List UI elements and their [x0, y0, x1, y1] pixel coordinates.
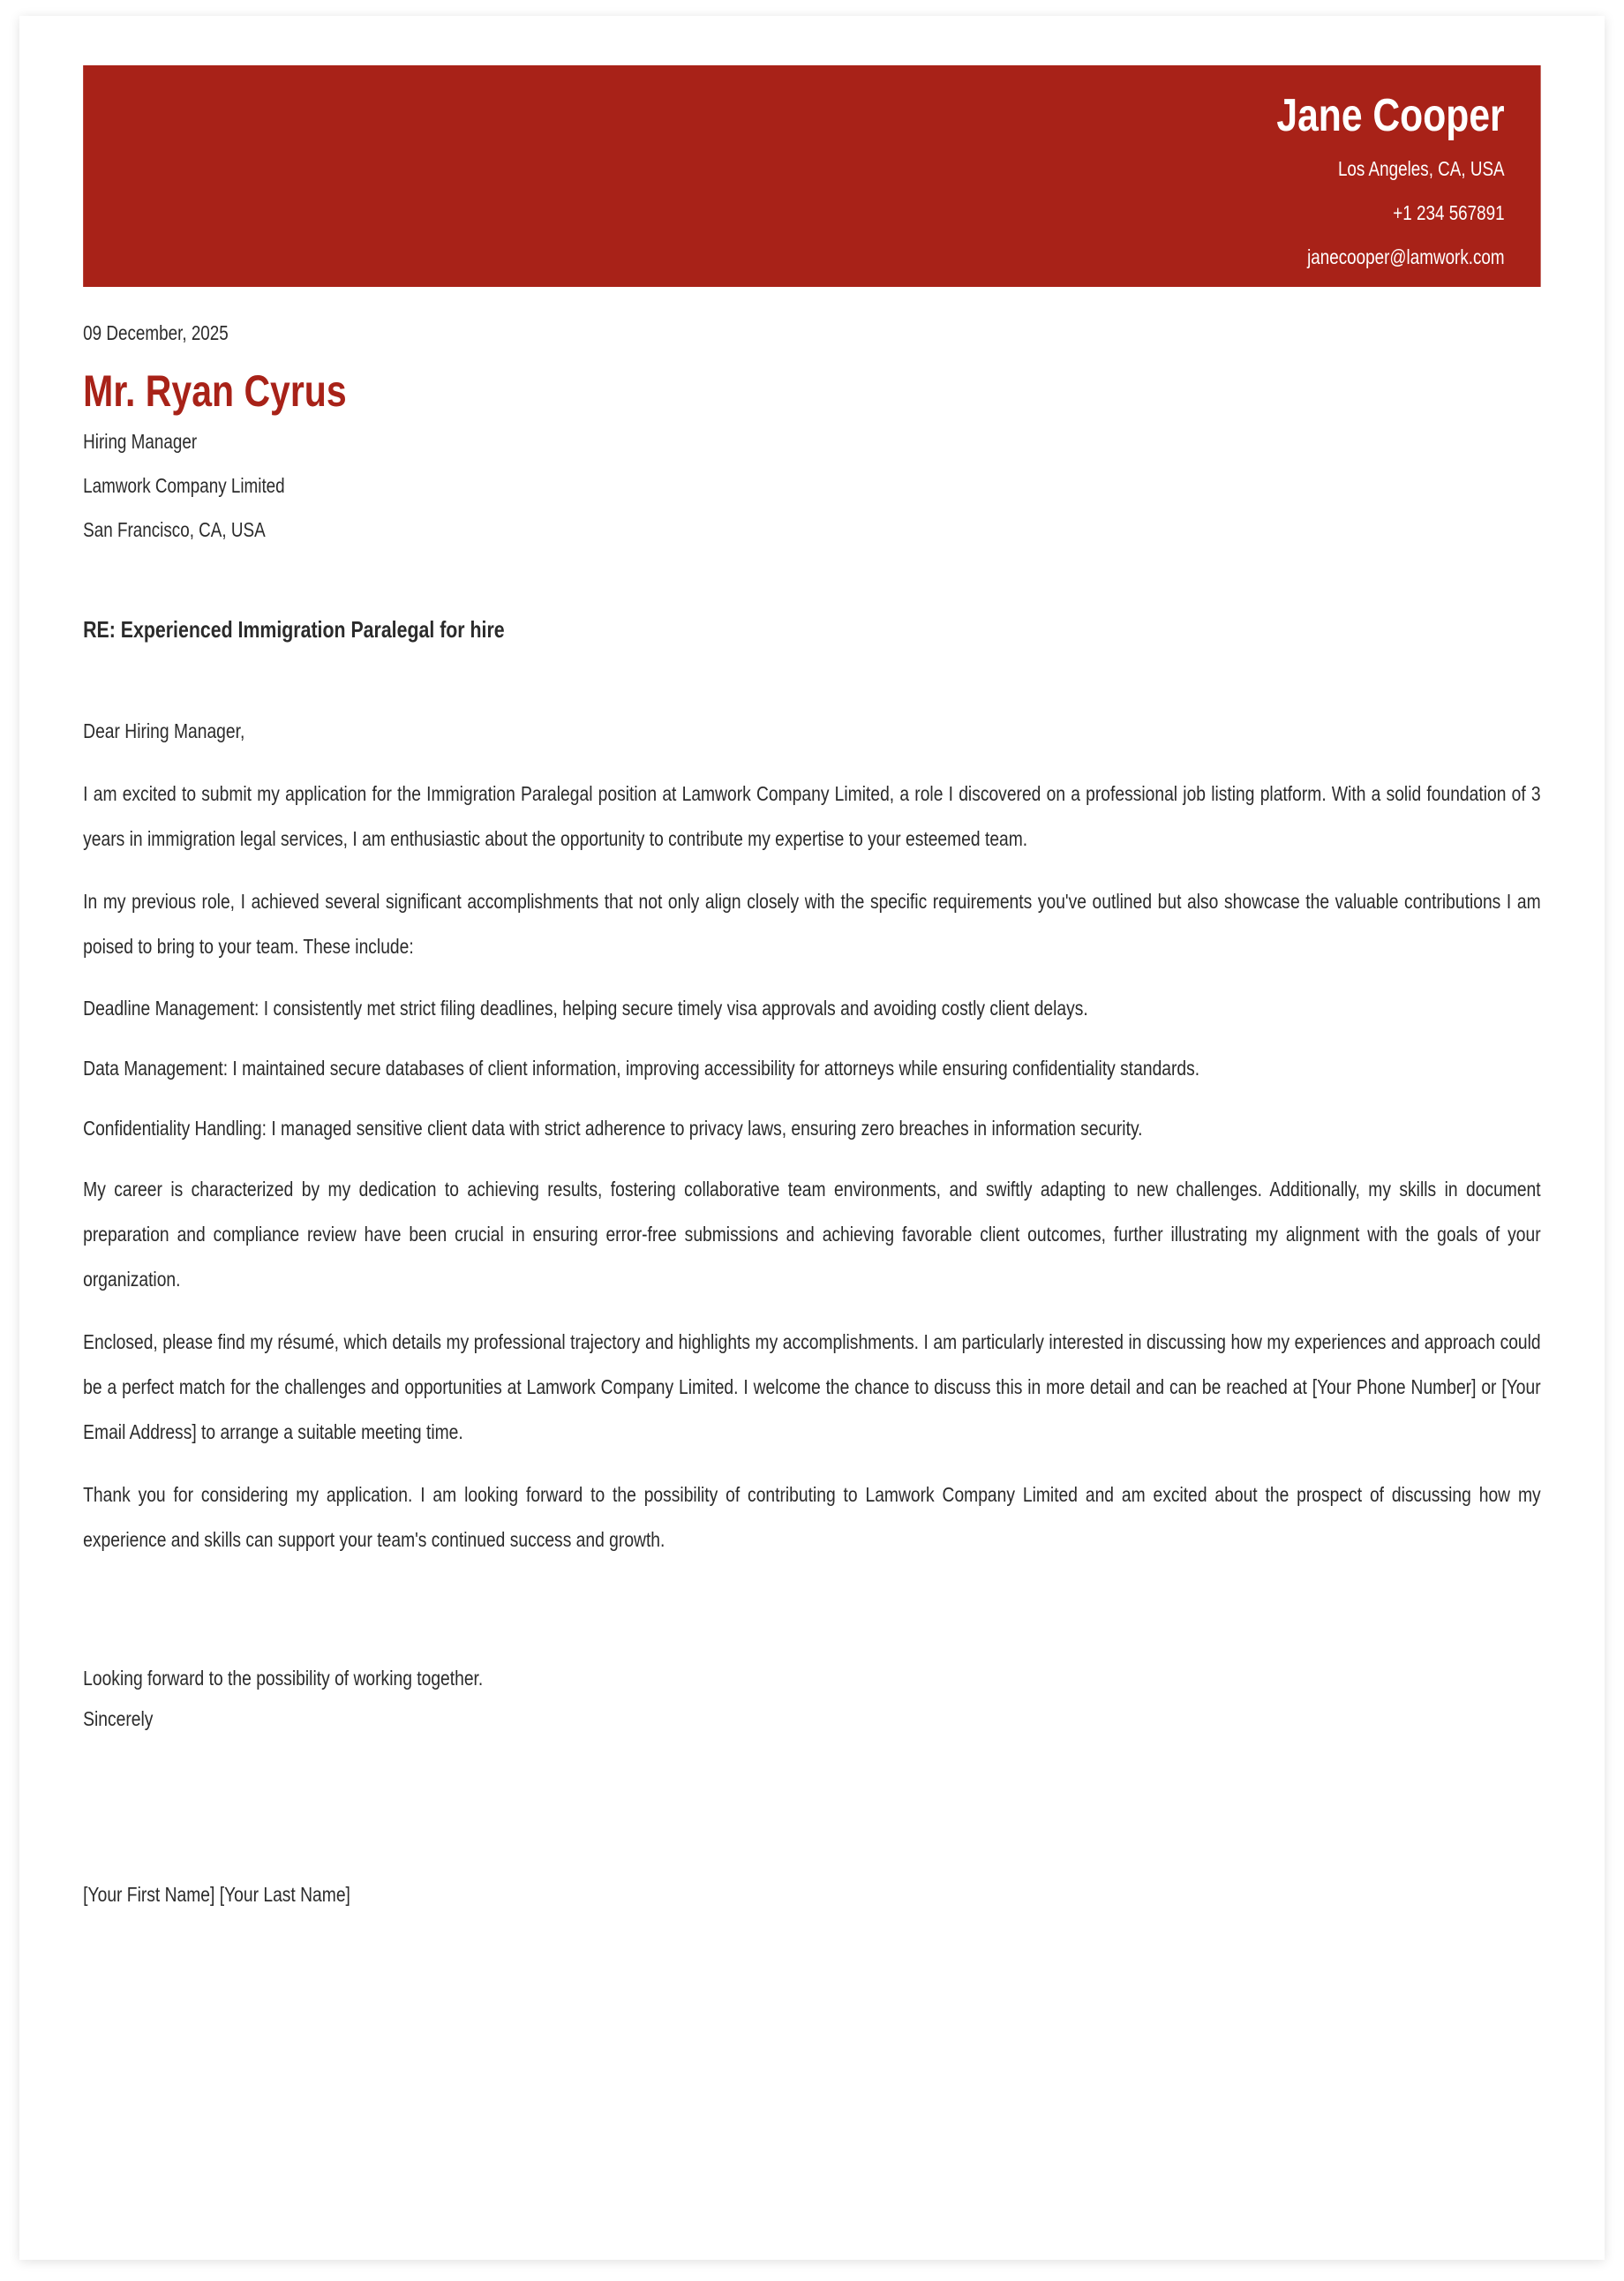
recipient-title: Hiring Manager: [83, 430, 198, 453]
accomplishment-item: Data Management: I maintained secure databases of client information, improving accessibility for attorneys while ensuring confidentiality standards.: [83, 1057, 1200, 1080]
salutation: Dear Hiring Manager,: [83, 719, 245, 742]
accomplishment-item: Deadline Management: I consistently met strict filing deadlines, helping secure timely visa approvals and avoiding costly client delays.: [83, 997, 1088, 1020]
recipient-location: San Francisco, CA, USA: [83, 518, 266, 541]
sender-phone: +1 234 567891: [1393, 201, 1505, 224]
recipient-company: Lamwork Company Limited: [83, 474, 285, 497]
letter-page: [19, 16, 1605, 2260]
accomplishment-item: Confidentiality Handling: I managed sensitive client data with strict adherence to privacy laws, ensuring zero breaches in information security.: [83, 1117, 1143, 1140]
closing: [83, 1658, 1540, 1739]
sender-email: janecooper@lamwork.com: [1307, 245, 1505, 268]
sender-name: Jane Cooper: [1276, 90, 1505, 141]
paragraph: Thank you for considering my application. I am looking forward to the possibility of contributing to Lamwork Company Limited and am excited about the prospect of discussing how my experience and skills can support your team's continued success and growth.: [83, 1483, 1541, 1551]
paragraph: I am excited to submit my application for the Immigration Paralegal position at Lamwork Company Limited, a role I discovered on a professional job listing platform. With a solid foundation of 3 years in immigration legal services, I am enthusiastic about the opportunity to contribute my expertise to your esteemed team.: [83, 782, 1541, 850]
letter-body: [83, 709, 1540, 1562]
closing-line: Looking forward to the possibility of working together.: [83, 1667, 484, 1690]
paragraph: Enclosed, please find my résumé, which details my professional trajectory and highlights my accomplishments. I am particularly interested in discussing how my experiences and approach could be a perfect match for the challenges and opportunities at Lamwork Company Limited. I welcome the chance to discuss this in more detail and can be reached at [Your Phone Number] or [Your Email Address] to arrange a suitable meeting time.: [83, 1330, 1541, 1443]
recipient-name: Mr. Ryan Cyrus: [83, 366, 347, 416]
letter-date: 09 December, 2025: [83, 321, 229, 344]
signoff: Sincerely: [83, 1707, 154, 1730]
sender-location: Los Angeles, CA, USA: [1337, 157, 1505, 180]
subject-line: RE: Experienced Immigration Paralegal for hire: [83, 616, 505, 643]
paragraph: In my previous role, I achieved several significant accomplishments that not only align closely with the specific requirements you've outlined but also showcase the valuable contributions I am poised to bring to your team. These include:: [83, 890, 1541, 958]
signature: [Your First Name] [Your Last Name]: [83, 1883, 350, 1906]
sender-header: [83, 65, 1540, 287]
paragraph: My career is characterized by my dedication to achieving results, fostering collaborative team environments, and swiftly adapting to new challenges. Additionally, my skills in document preparation and compliance review have been crucial in ensuring error-free submissions and achieving favorable client outcomes, further illustrating my alignment with the goals of your organization.: [83, 1178, 1541, 1291]
